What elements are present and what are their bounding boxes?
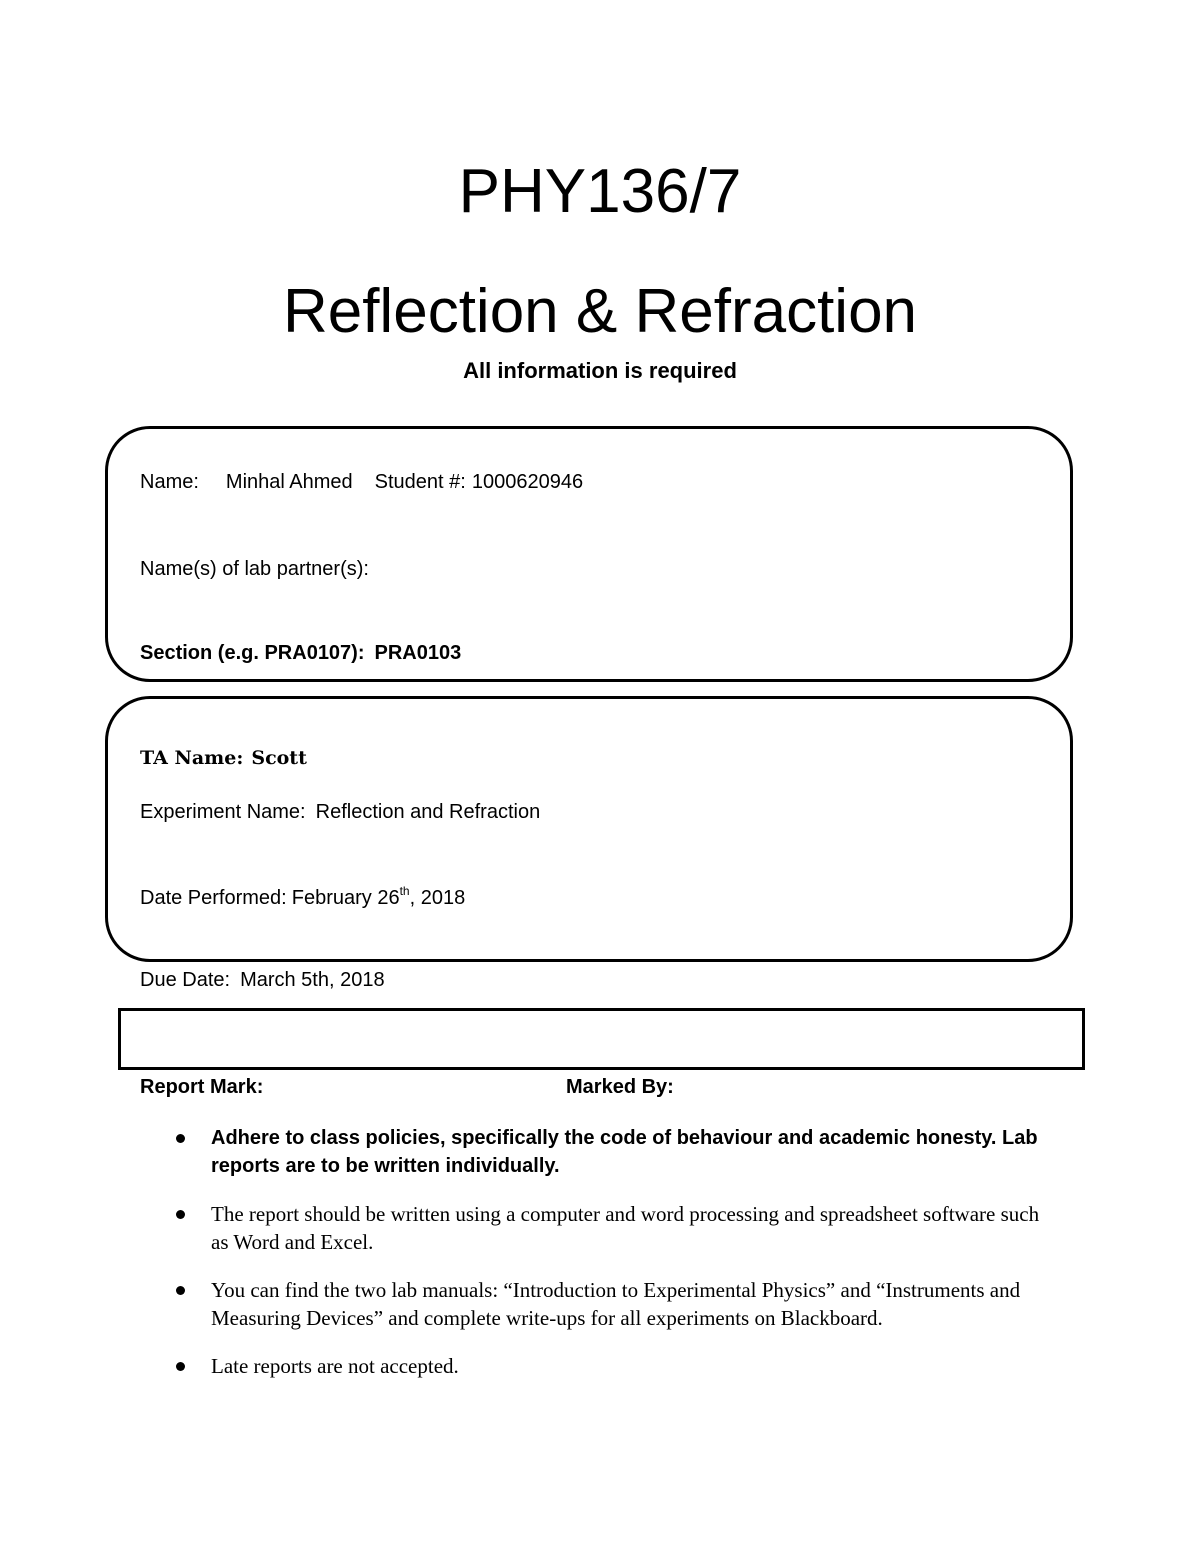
list-item [170, 1276, 1050, 1332]
bullet-icon [176, 1210, 185, 1219]
date-ordinal-suffix: th [399, 884, 410, 898]
document-subtitle: All information is required [463, 358, 737, 383]
bullet-icon [176, 1134, 185, 1143]
date-year: , 2018 [409, 887, 466, 909]
date-value: February 26 [291, 887, 400, 909]
experiment-name-line [140, 799, 540, 825]
policy-notes-list [170, 1124, 1050, 1400]
date-label: Date Performed: [140, 887, 287, 909]
lab-partners-line [140, 556, 369, 582]
student-number-value: 1000620946 [471, 471, 584, 493]
list-item [170, 1200, 1050, 1256]
mark-box [118, 1008, 1085, 1070]
section-label: Section (e.g. PRA0107): [140, 642, 365, 664]
bullet-icon [176, 1286, 185, 1295]
marked-by-label: Marked By: [566, 1076, 674, 1098]
lab-partners-label: Name(s) of lab partner(s): [140, 558, 369, 580]
ta-value: Scott [251, 747, 307, 769]
list-item [170, 1124, 1050, 1180]
bullet-icon [176, 1362, 185, 1371]
document-title: Reflection & Refraction [282, 277, 918, 346]
list-item [170, 1352, 1050, 1380]
student-number-label: Student #: [374, 471, 466, 493]
name-value: Minhal Ahmed [225, 471, 353, 493]
student-name-line [140, 469, 583, 495]
note-text: Late reports are not accepted. [211, 1354, 459, 1378]
section-line [140, 640, 461, 666]
due-date-line [140, 967, 385, 993]
date-performed-line [140, 885, 465, 911]
experiment-value: Reflection and Refraction [315, 801, 541, 823]
note-text: Adhere to class policies, specifically the code of behaviour and academic honesty. Lab reports are to be written individually. [211, 1127, 1038, 1177]
note-text: You can find the two lab manuals: “Introduction to Experimental Physics” and “Instruments and Measuring Devices” and complete write-ups for all experiments on Blackboard. [211, 1278, 1021, 1330]
section-value: PRA0103 [374, 642, 462, 664]
report-mark-label: Report Mark: [140, 1076, 264, 1098]
course-code: PHY136/7 [458, 157, 742, 226]
due-date-label: Due Date: [140, 969, 231, 991]
ta-label: TA Name: [140, 747, 244, 769]
ta-line [140, 745, 307, 771]
experiment-label: Experiment Name: [140, 801, 306, 823]
experiment-info-box [105, 696, 1073, 962]
name-label: Name: [140, 471, 199, 493]
note-text: The report should be written using a computer and word processing and spreadsheet software such as Word and Excel. [211, 1202, 1040, 1254]
due-date-value: March 5th, 2018 [240, 969, 385, 991]
